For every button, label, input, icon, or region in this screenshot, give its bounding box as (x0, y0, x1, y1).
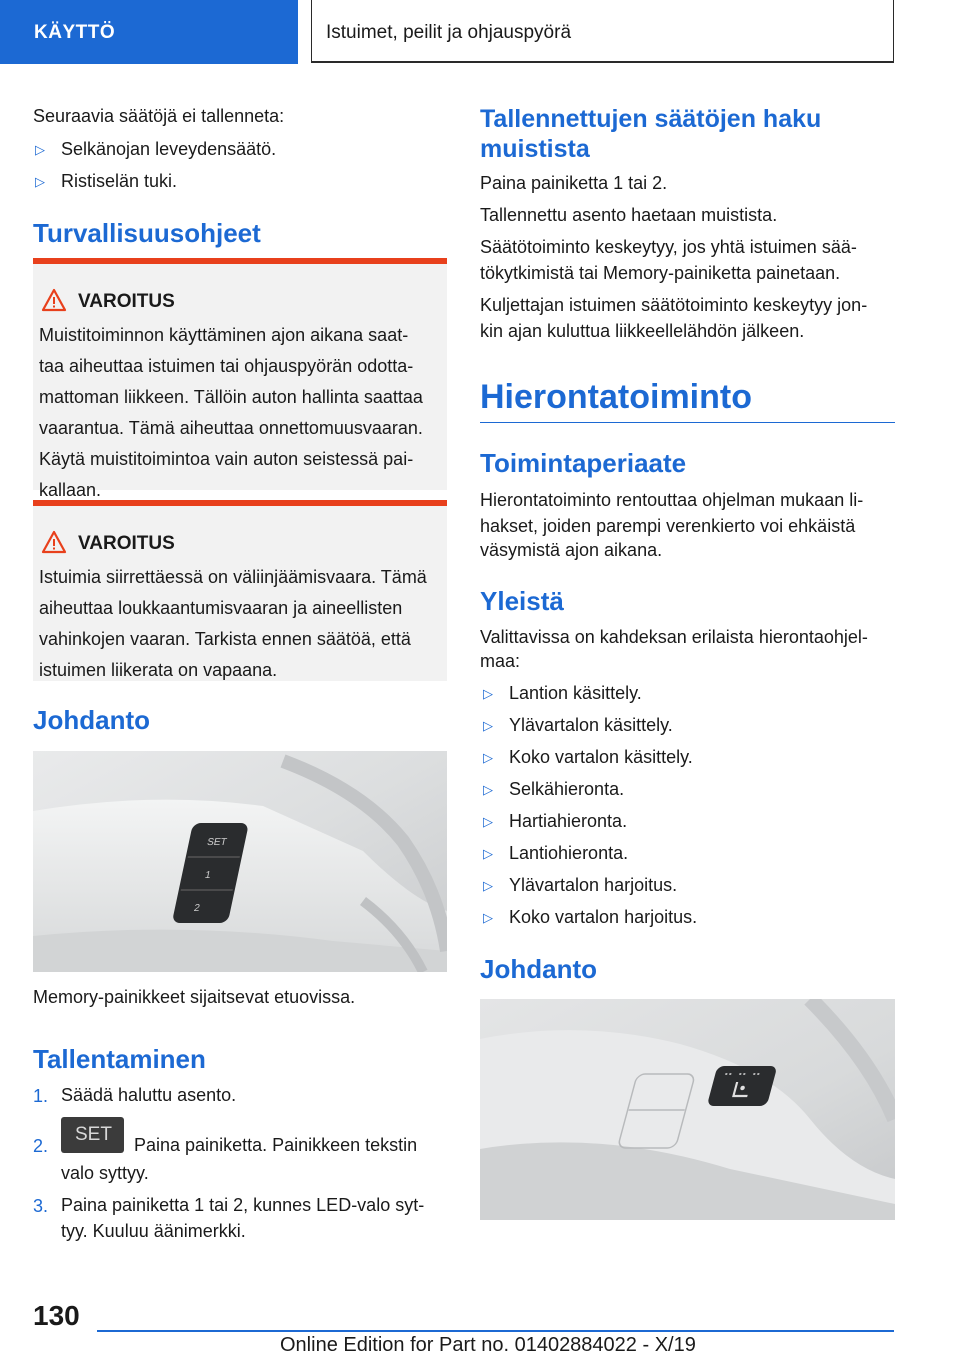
warning-line: kallaan. (39, 480, 102, 500)
step-text: Paina painiketta. Painikkeen tekstin (134, 1135, 418, 1155)
bullet-icon: ▷ (483, 686, 493, 701)
step-number: 1. (33, 1086, 49, 1106)
warning-line: mattoman liikkeen. Tällöin auton hallinta saattaa (39, 387, 423, 407)
list-item: Selkänojan leveydensäätö. (61, 139, 277, 159)
recall-text: Kuljettajan istuimen säätötoiminto keskeytyy jon‐ (480, 295, 868, 315)
intro-heading: Johdanto (33, 705, 150, 735)
warning-line: istuimen liikerata on vapaana. (39, 660, 278, 680)
program-item: Ylävartalon harjoitus. (509, 875, 678, 895)
recall-text: Tallennettu asento haetaan muistista. (480, 205, 778, 225)
bullet-icon: ▷ (483, 910, 493, 925)
bullet-icon: ▷ (483, 878, 493, 893)
bullet-icon: ▷ (483, 782, 493, 797)
bullet-icon: ▷ (483, 718, 493, 733)
button-2-label: 2 (192, 903, 201, 914)
page-number: 130 (33, 1300, 80, 1331)
list-item: Ristiselän tuki. (61, 171, 178, 191)
program-item: Lantiohieronta. (509, 843, 629, 863)
recall-heading-line: Tallennettujen säätöjen haku (480, 105, 822, 133)
memory-buttons-image (33, 751, 447, 972)
principle-text: väsymistä ajon aikana. (480, 540, 663, 560)
warning-triangle-icon (41, 288, 67, 312)
warning-box (33, 500, 447, 681)
step-text: tyy. Kuuluu äänimerkki. (61, 1221, 246, 1241)
program-item: Selkähieronta. (509, 779, 625, 799)
program-item: Hartiahieronta. (509, 811, 628, 831)
bullet-icon: ▷ (35, 174, 45, 189)
warning-triangle-icon (41, 530, 67, 554)
recall-text: tökytkimistä tai Memory-painiketta painetaan. (480, 263, 841, 283)
program-item: Lantion käsittely. (509, 683, 642, 703)
step-number: 2. (33, 1136, 49, 1156)
warning-line: Käytä muistitoimintoa vain auton seistessä pai‐ (39, 449, 414, 469)
warning-line: Istuimia siirrettäessä on väliinjäämisvaara. Tämä (39, 567, 427, 587)
recall-text: Säätötoiminto keskeytyy, jos yhtä istuimen sää‐ (480, 237, 857, 257)
set-button-icon (61, 1117, 124, 1153)
button-1-label: 1 (203, 870, 212, 881)
recall-text: Paina painiketta 1 tai 2. (480, 173, 668, 193)
intro-heading-right: Johdanto (480, 954, 597, 984)
warning-line: vahinkojen vaaran. Tarkista ennen säätöä, että (39, 629, 411, 649)
footer-rule (97, 1330, 894, 1332)
chapter-label: Istuimet, peilit ja ohjauspyörä (326, 22, 572, 43)
general-heading: Yleistä (480, 586, 564, 616)
set-button-label: SET (75, 1124, 112, 1145)
set-label: SET (205, 837, 228, 848)
warning-line: taa aiheuttaa istuimen tai ohjauspyörän odotta‐ (39, 356, 414, 376)
principle-heading: Toimintaperiaate (480, 448, 687, 478)
massage-button-image (480, 999, 895, 1220)
program-item: Ylävartalon käsittely. (509, 715, 673, 735)
general-text: Valittavissa on kahdeksan erilaista hierontaohjel‐ (480, 627, 868, 647)
warning-title: VAROITUS (78, 291, 175, 312)
program-item: Koko vartalon harjoitus. (509, 907, 698, 927)
chapter-tab (311, 0, 894, 63)
section-tab (0, 0, 298, 64)
step-text: Paina painiketta 1 tai 2, kunnes LED-valo syt‐ (61, 1195, 425, 1215)
program-item: Koko vartalon käsittely. (509, 747, 693, 767)
principle-text: hakset, joiden parempi verenkierto voi ehkäistä (480, 516, 856, 536)
step-number: 3. (33, 1196, 49, 1216)
saving-heading: Tallentaminen (33, 1044, 206, 1074)
warning-text (39, 562, 441, 686)
bullet-icon: ▷ (483, 750, 493, 765)
step-text: valo syttyy. (61, 1163, 149, 1183)
step-text: Säädä haluttu asento. (61, 1085, 237, 1105)
recall-text: kin ajan kuluttua liikkeellelähdön jälkeen. (480, 321, 805, 341)
bullet-icon: ▷ (483, 846, 493, 861)
image-caption: Memory-painikkeet sijaitsevat etuovissa. (33, 987, 356, 1007)
warning-line: Muistitoiminnon käyttäminen ajon aikana saat‐ (39, 325, 409, 345)
warning-text (39, 320, 441, 506)
warning-title: VAROITUS (78, 533, 175, 554)
warning-line: vaarantua. Tämä aiheuttaa onnettomuusvaaran. (39, 418, 423, 438)
principle-text: Hierontatoiminto rentouttaa ohjelman mukaan li‐ (480, 490, 864, 510)
general-text: maa: (480, 651, 521, 671)
section-rule (480, 422, 895, 423)
edition-text: Online Edition for Part no. 01402884022 - X/19 (280, 1334, 696, 1356)
massage-heading: Hierontatoiminto (480, 378, 752, 416)
warning-line: aiheuttaa loukkaantumisvaaran ja aineellisten (39, 598, 403, 618)
section-label: KÄYTTÖ (34, 22, 116, 43)
recall-heading-line: muistista (480, 135, 590, 163)
intro-text: Seuraavia säätöjä ei tallenneta: (33, 106, 285, 126)
bullet-icon: ▷ (35, 142, 45, 157)
bullet-icon: ▷ (483, 814, 493, 829)
warning-box (33, 258, 447, 500)
safety-heading: Turvallisuusohjeet (33, 218, 261, 248)
